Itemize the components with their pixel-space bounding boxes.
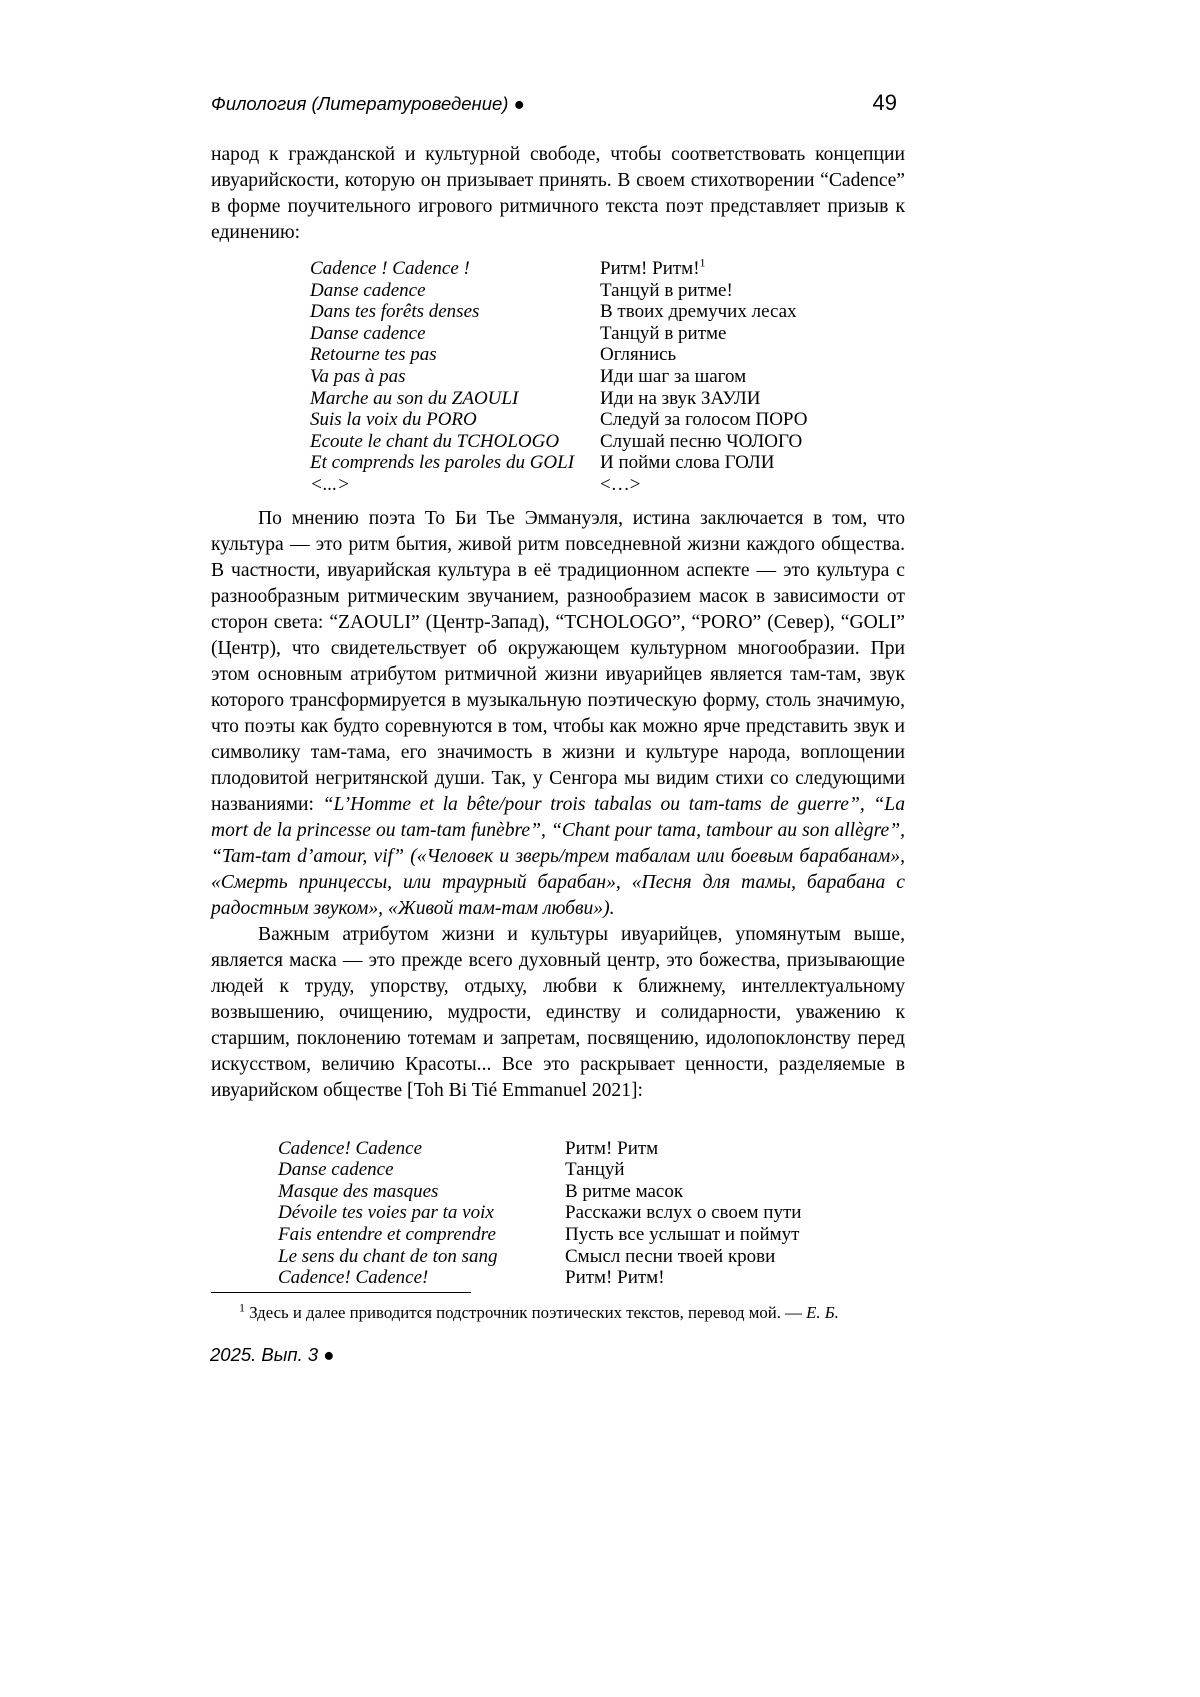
- poem-line-french: Danse cadence: [310, 322, 426, 344]
- poem-line: [310, 409, 905, 431]
- footnote-divider: [211, 1292, 471, 1293]
- poem-line: [310, 474, 905, 496]
- poem-line-russian: Расскажи вслух о своем пути: [565, 1202, 802, 1224]
- poem-line-russian: Оглянись: [600, 344, 677, 366]
- poem-line: [310, 366, 905, 388]
- italic-run: Е. Б.: [806, 1303, 839, 1322]
- text-run: народ к гражданской и культурной свободе, чтобы соответствовать концепции ивуарийскости, которую он призывает принять. В своем стихотворении “Cadence” в форме поучительного игрового ритмичного текста поэт представляет призыв к единению:: [211, 144, 905, 243]
- poem-line-russian: Танцуй в ритме!: [600, 279, 733, 301]
- poem-line-french: Suis la voix du PORO: [310, 409, 477, 431]
- poem-line-french: Cadence ! Cadence !: [310, 258, 470, 279]
- poem-line-russian: <…>: [600, 473, 641, 495]
- poem-line-french: Et comprends les paroles du GOLI: [310, 452, 575, 474]
- running-head: Филология (Литературоведение) ●: [211, 93, 525, 114]
- text-run: Важным атрибутом жизни и культуры ивуарийцев, упомянутым выше, является маска — это прежде всего духовный центр, это божества, призывающие людей к труду, упорству, отдыху, любви к ближнему, интеллектуальному возвышению, очищению, мудрости, единству и солидарности, уважению к старшим, поклонению тотемам и запретам, посвящению, идолопоклонству перед искусством, величию Красоты... Все это раскрывает ценности, разделяемые в ивуарийском обществе [Toh Bi Tié Emmanuel 2021]:: [211, 923, 905, 1101]
- poem-line: [310, 301, 905, 323]
- footnote-text: [245, 1303, 839, 1322]
- poem-line-russian: Иди шаг за шагом: [600, 365, 747, 387]
- poem-line-french: Va pas à pas: [310, 365, 406, 387]
- paragraph-body-1: [211, 506, 905, 922]
- poem-line-russian: Танцуй в ритме: [600, 322, 727, 344]
- text-run: Здесь и далее приводится подстрочник поэтических текстов, перевод мой. —: [245, 1303, 807, 1322]
- footnote-reference: 1: [699, 255, 706, 270]
- poem-line: [310, 323, 905, 345]
- text-run: По мнению поэта То Би Тье Эммануэля, истина заключается в том, что культура — это ритм бытия, живой ритм повседневной жизни каждого общества. В частности, ивуарийская культура в её традиционном аспекте — это культура с разнообразным ритмическим звучанием, разнообразием масок в зависимости от сторон света: “ZAOULI” (Центр-Запад), “TCHOLOGO”, “PORO” (Север), “GOLI” (Центр), что свидетельствует об окружающем культурном многообразии. При этом основным атрибутом ритмичной жизни ивуарийцев является там-там, звук которого трансформируется в музыкальную поэтическую форму, столь значимую, что поэты как будто соревнуются в том, чтобы как можно ярче представить звук и символику там-тама, его значимость в жизни и культуре народа, воплощении плодовитой негритянской души. Так, у Сенгора мы видим стихи со следующими названиями:: [211, 507, 905, 815]
- poem-line-russian: Танцуй: [565, 1159, 625, 1181]
- poem-line: [310, 344, 905, 366]
- poem-line-russian: Смысл песни твоей крови: [565, 1245, 776, 1267]
- page-number: 49: [872, 90, 897, 115]
- poem-line: [310, 452, 905, 474]
- poem-line-russian: Ритм! Ритм: [565, 1137, 659, 1159]
- poem-line: [278, 1159, 905, 1181]
- poem-line: [310, 431, 905, 453]
- poem-line-russian: Ритм! Ритм!$^1$: [600, 255, 706, 279]
- paragraph-body-2: [211, 922, 905, 1104]
- page-header: [211, 90, 905, 116]
- poem-line-russian: Ритм! Ритм!: [565, 1267, 665, 1289]
- poem-line-french: Ecoute le chant du TCHOLOGO: [310, 430, 560, 452]
- poem-line-french: Dans tes forêts denses: [310, 301, 480, 323]
- poem-line-russian: Слушай песню ЧОЛОГО: [600, 430, 803, 452]
- poem-line: [278, 1224, 905, 1246]
- poem-line-french: Danse cadence: [278, 1159, 394, 1181]
- poem-line-french: <...>: [310, 473, 350, 495]
- poem-line-french: Retourne tes pas: [310, 344, 437, 366]
- poem-line: [278, 1267, 905, 1289]
- poem-line: [278, 1138, 905, 1160]
- footnote-mark: 1: [239, 1300, 245, 1315]
- italic-run: “L’Homme et la bête/pour trois tabalas ou tam-tams de guerre”, “La mort de la princesse ou tam-tam funèbre”, “Chant pour tama, tambour au son allègre”, “Tam-tam d’amour, vif” («Человек и зверь/трем табалам или боевым барабанам», «Смерть принцессы, или траурный барабан», «Песня для тамы, барабана с радостным звуком», «Живой там-там любви»).: [211, 793, 905, 919]
- poem-line-french: Le sens du chant de ton sang: [278, 1245, 498, 1267]
- poem-line-french: Masque des masques: [278, 1180, 439, 1202]
- poem-line-russian: В ритме масок: [565, 1180, 684, 1202]
- poem-line: [310, 255, 905, 280]
- poem-line-russian: И пойми слова ГОЛИ: [600, 452, 775, 474]
- poem-line-russian: В твоих дремучих лесах: [600, 301, 797, 323]
- poem-block-2: [278, 1138, 905, 1289]
- poem-line-russian: Следуй за голосом ПОРО: [600, 409, 808, 431]
- poem-line-french: Cadence! Cadence!: [278, 1267, 429, 1289]
- poem-line-french: Dévoile tes voies par ta voix: [278, 1202, 494, 1224]
- poem-line-russian: Иди на звук ЗАУЛИ: [600, 387, 761, 409]
- footnote: [211, 1302, 905, 1324]
- page-content: [211, 90, 905, 1289]
- poem-line-russian: Пусть все услышат и поймут: [565, 1223, 800, 1245]
- page-footer: 2025. Вып. 3 ●: [210, 1344, 335, 1365]
- poem-line: [310, 388, 905, 410]
- poem-line: [278, 1181, 905, 1203]
- poem-block-1: [310, 255, 905, 496]
- poem-line-french: Cadence! Cadence: [278, 1137, 423, 1159]
- poem-line-french: Marche au son du ZAOULI: [310, 387, 519, 409]
- poem-line-french: Danse cadence: [310, 279, 426, 301]
- paragraph-intro: [211, 142, 905, 246]
- poem-line: [278, 1202, 905, 1224]
- poem-line-french: Fais entendre et comprendre: [278, 1223, 496, 1245]
- poem-line: [278, 1246, 905, 1268]
- poem-line: [310, 280, 905, 302]
